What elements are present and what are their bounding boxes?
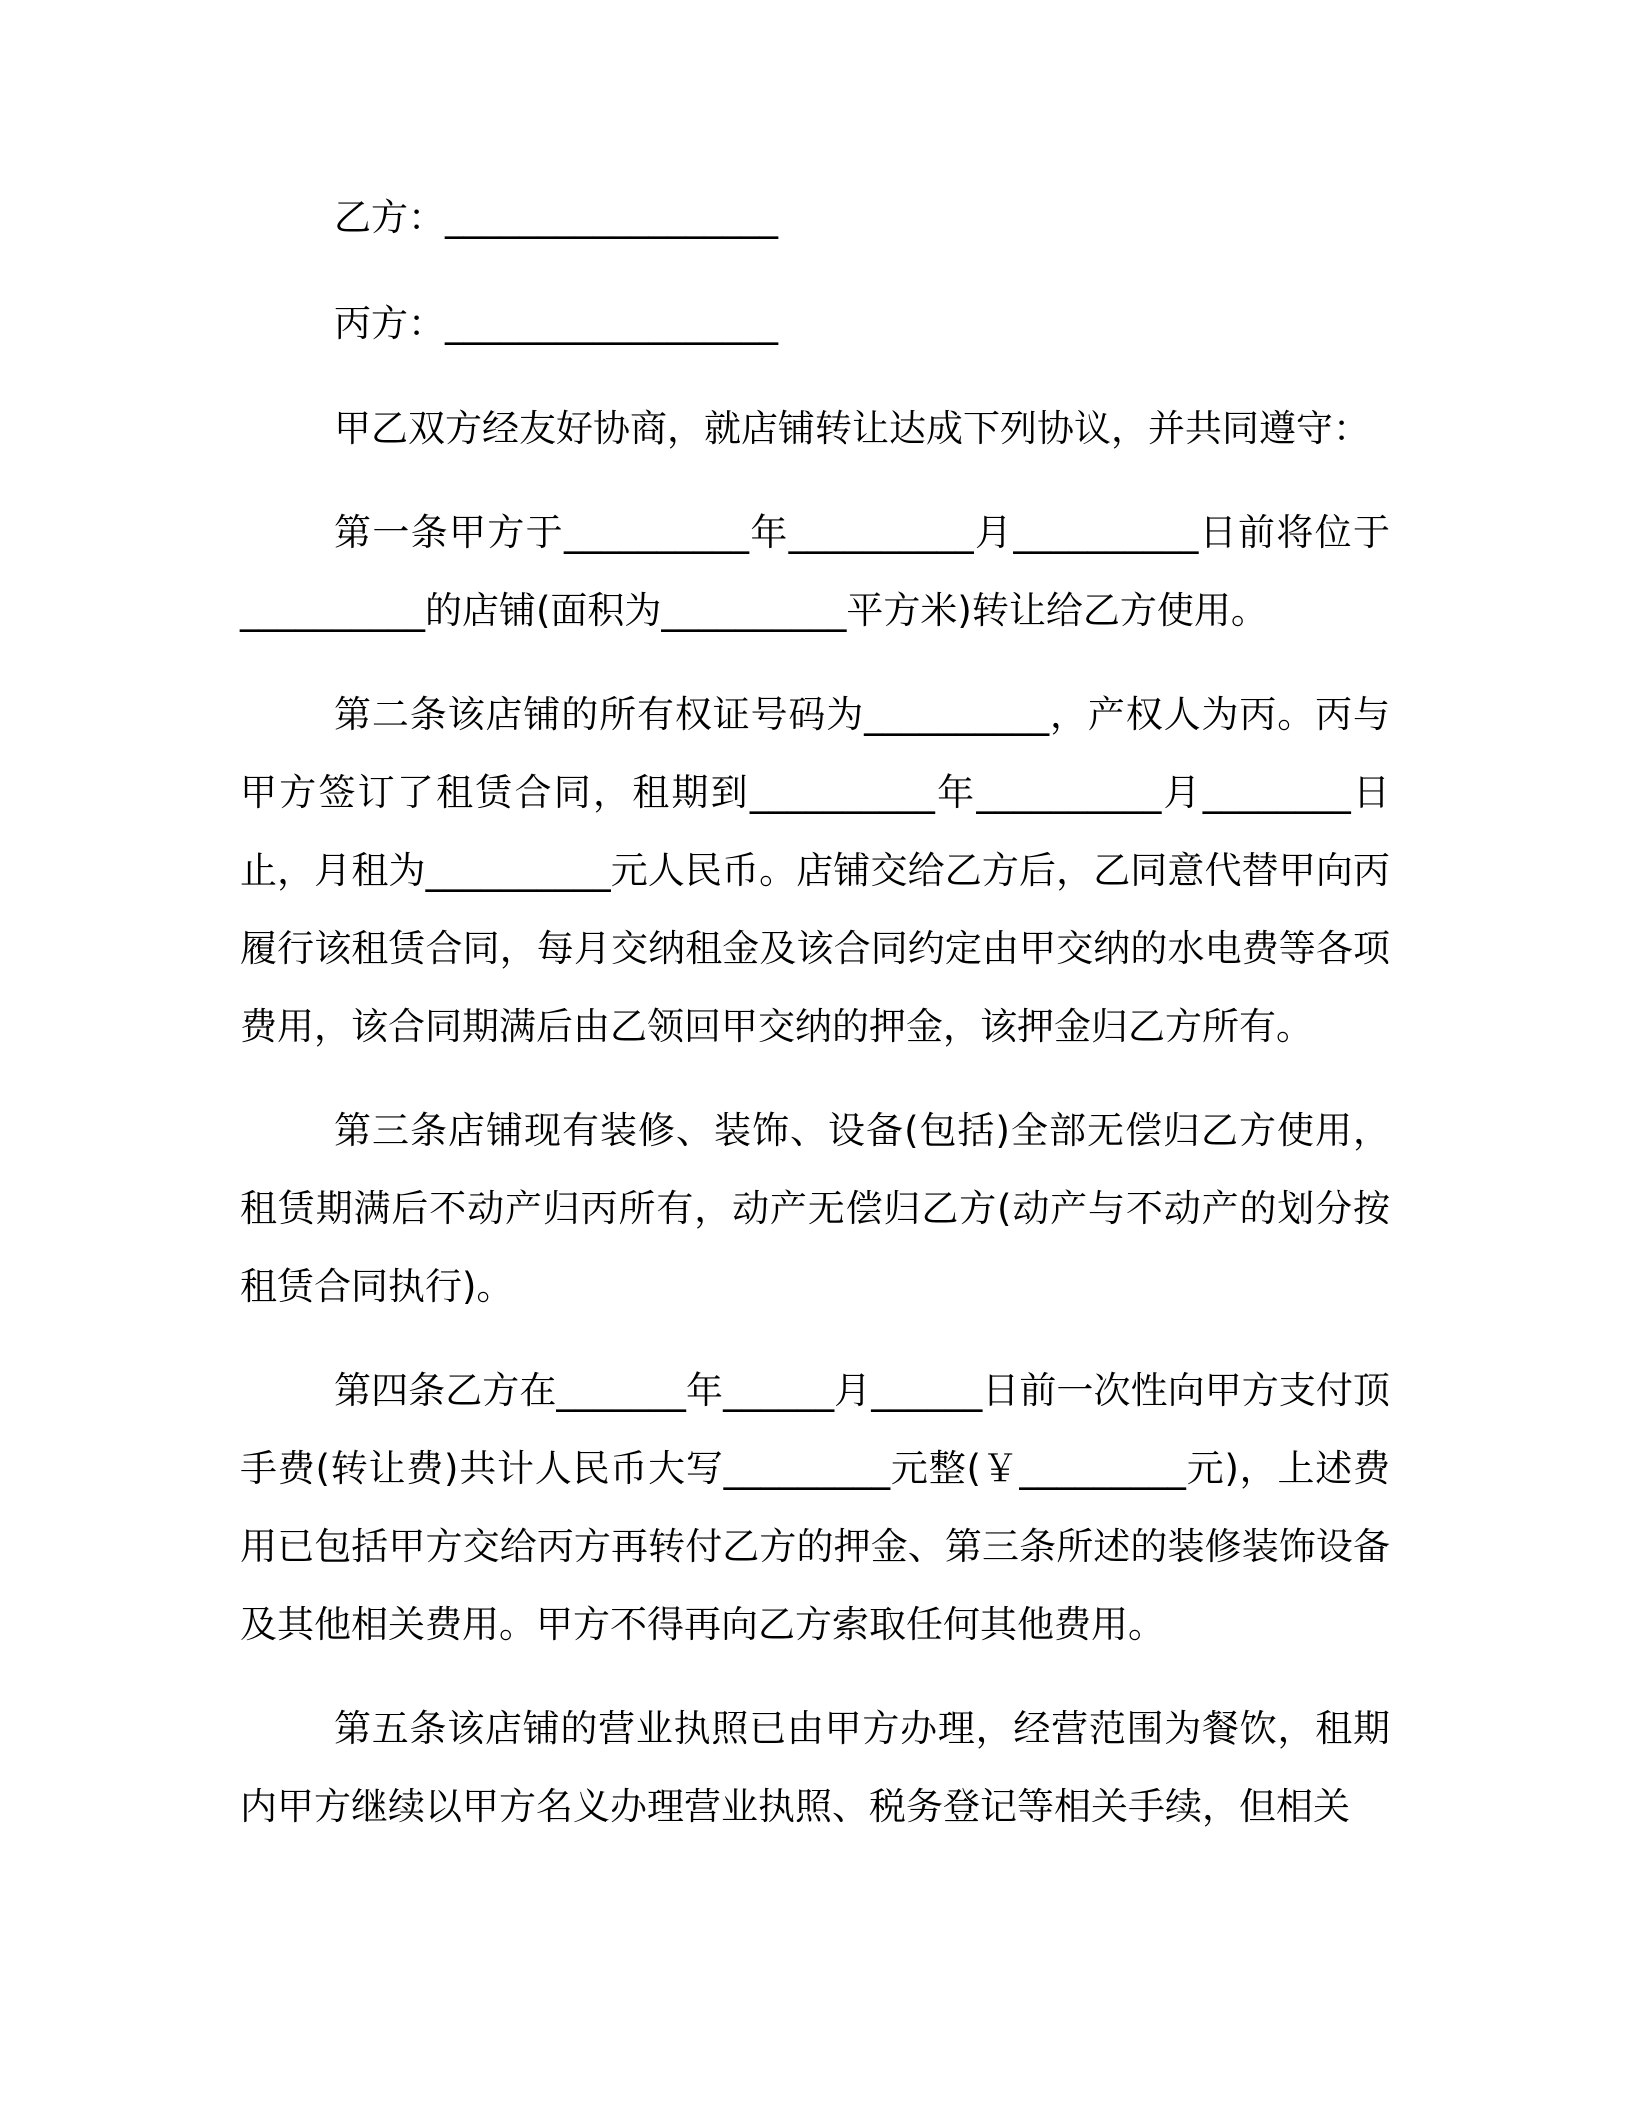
party-c-line: 丙方：__________________ [334, 302, 778, 345]
article-1-paragraph: 第一条甲方于__________年__________月__________日前将位于__________的店铺(面积为__________平方米)转让给乙方使用。 [240, 511, 1390, 632]
party-b-line: 乙方：__________________ [334, 196, 778, 239]
article-4-paragraph: 第四条乙方在_______年______月______日前一次性向甲方支付顶手费(转让费)共计人民币大写_________元整(￥_________元)，上述费用已包括甲方交给丙方再转付乙方的押金、第三条所述的装修装饰设备及其他相关费用。甲方不得再向乙方索取任何其他费用。 [240, 1369, 1390, 1646]
article-5-paragraph: 第五条该店铺的营业执照已由甲方办理，经营范围为餐饮，租期内甲方继续以甲方名义办理营业执照、税务登记等相关手续，但相关 [240, 1707, 1390, 1828]
article-3-paragraph: 第三条店铺现有装修、装饰、设备(包括)全部无偿归乙方使用，租赁期满后不动产归丙所有，动产无偿归乙方(动产与不动产的划分按租赁合同执行)。 [240, 1109, 1390, 1308]
article-2-paragraph: 第二条该店铺的所有权证号码为__________，产权人为丙。丙与甲方签订了租赁合同，租期到__________年__________月________日止，月租为__________元人民币。店铺交给乙方后，乙同意代替甲向丙履行该租赁合同，每月交纳租金及该合同约定由甲交纳的水电费等各项费用，该合同期满后由乙领回甲交纳的押金，该押金归乙方所有。 [240, 693, 1390, 1048]
intro-paragraph: 甲乙双方经友好协商，就店铺转让达成下列协议，并共同遵守： [334, 407, 1370, 450]
